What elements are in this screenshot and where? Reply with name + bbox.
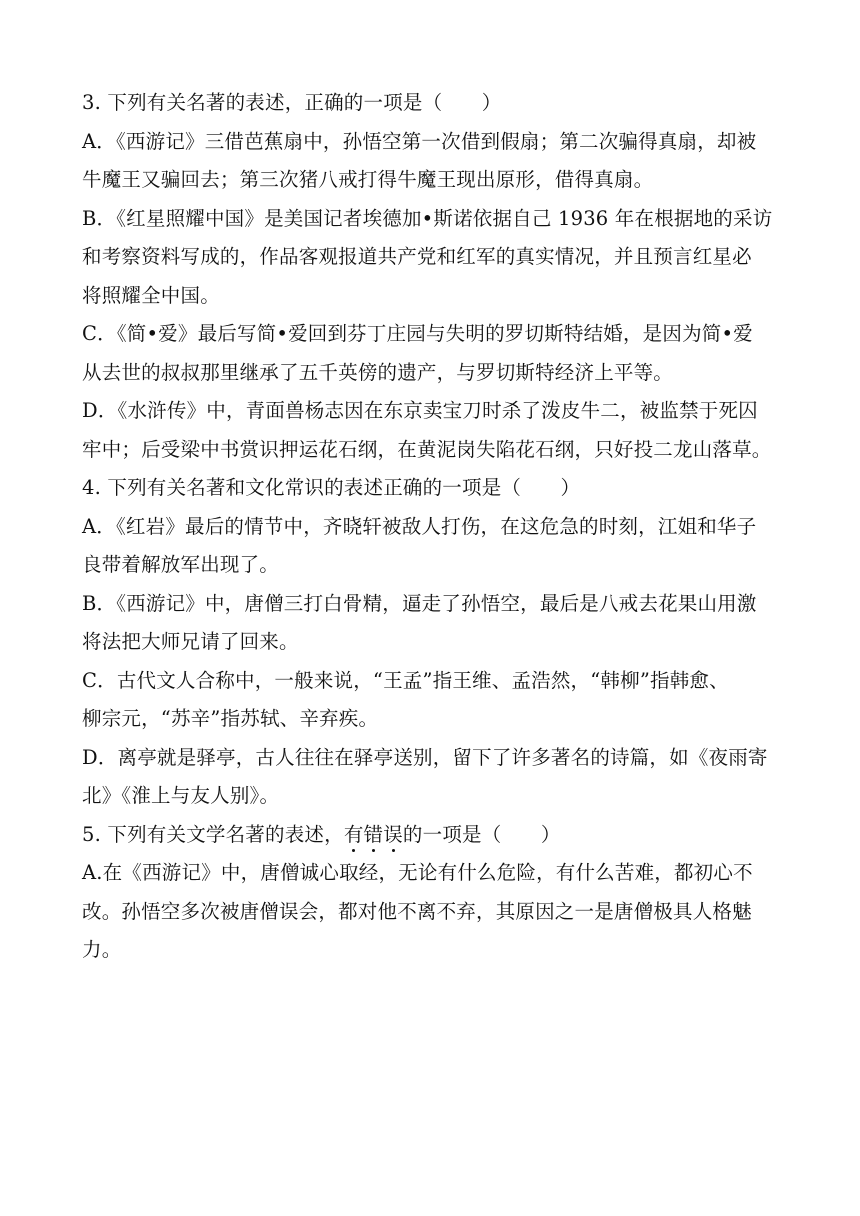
question-4-option-a-line-1: A．《红岩》最后的情节中，齐晓轩被敌人打伤，在这危急的时刻，江姐和华子 [82,514,757,538]
question-5-stem-suffix: 的一项是（ ） [402,822,561,846]
question-3-option-b-line-1: B．《红星照耀中国》是美国记者埃德加•斯诺依据自己 1936 年在根据地的采访 [82,206,773,230]
emphasis-char: 有 [343,822,364,846]
question-4-option-a-line-2: 良带着解放军出现了。 [82,553,280,576]
question-5-option-a-line-2: 改。孙悟空多次被唐僧误会，都对他不离不弃，其原因之一是唐僧极具人格魅 [82,899,752,923]
question-3-option-b-line-3: 将照耀全中国。 [82,283,220,307]
question-3-stem: 3. 下列有关名著的表述，正确的一项是（ ） [82,91,502,114]
question-5-stem-prefix: 5. 下列有关文学名著的表述， [82,822,344,846]
question-3-option-d-line-1: D．《水浒传》中，青面兽杨志因在东京卖宝刀时杀了泼皮牛二，被监禁于死囚 [82,399,758,422]
question-4-option-b-line-1: B．《西游记》中，唐僧三打白骨精，逼走了孙悟空，最后是八戒去花果山用激 [82,591,757,615]
question-4-option-c-line-1: C．古代文人合称中，一般来说，“王孟”指王维、孟浩然，“韩柳”指韩愈、 [82,668,729,692]
question-4-option-c-line-2: 柳宗元，“苏辛”指苏轼、辛弃疾。 [82,707,379,730]
question-3-option-a-line-1: A．《西游记》三借芭蕉扇中，孙悟空第一次借到假扇；第二次骗得真扇，却被 [82,129,757,153]
question-4-option-d-line-1: D．离亭就是驿亭，古人往往在驿亭送别，留下了许多著名的诗篇，如《夜雨寄 [82,745,768,769]
question-3-option-a-line-2: 牛魔王又骗回去；第三次猪八戒打得牛魔王现出原形，借得真扇。 [82,168,654,191]
question-4-option-b-line-2: 将法把大师兄请了回来。 [82,630,299,653]
document-page [82,84,782,970]
question-3-option-b-line-2: 和考察资料写成的，作品客观报道共产党和红军的真实情况，并且预言红星必 [82,245,752,268]
question-3-option-d-line-2: 牢中；后受梁中书赏识押运花石纲，在黄泥岗失陷花石纲，只好投二龙山落草。 [82,437,772,461]
emphasis-char: 错 [363,822,384,846]
question-5-stem [82,816,782,855]
question-3-option-c-line-2: 从去世的叔叔那里继承了五千英傍的遗产，与罗切斯特经济上平等。 [82,360,674,384]
emphasis-char: 误 [383,822,403,846]
question-5-option-a-line-3: 力。 [82,938,122,961]
question-5-option-a-line-1: A.在《西游记》中，唐僧诚心取经，无论有什么危险，有什么苦难，都初心不 [82,861,753,884]
question-4-stem: 4. 下列有关名著和文化常识的表述正确的一项是（ ） [82,476,581,499]
question-3-option-c-line-1: C．《简•爱》最后写简•爱回到芬丁庄园与失明的罗切斯特结婚，是因为简•爱 [82,322,753,345]
question-4-option-d-line-2: 北》《淮上与友人别》。 [82,784,280,807]
